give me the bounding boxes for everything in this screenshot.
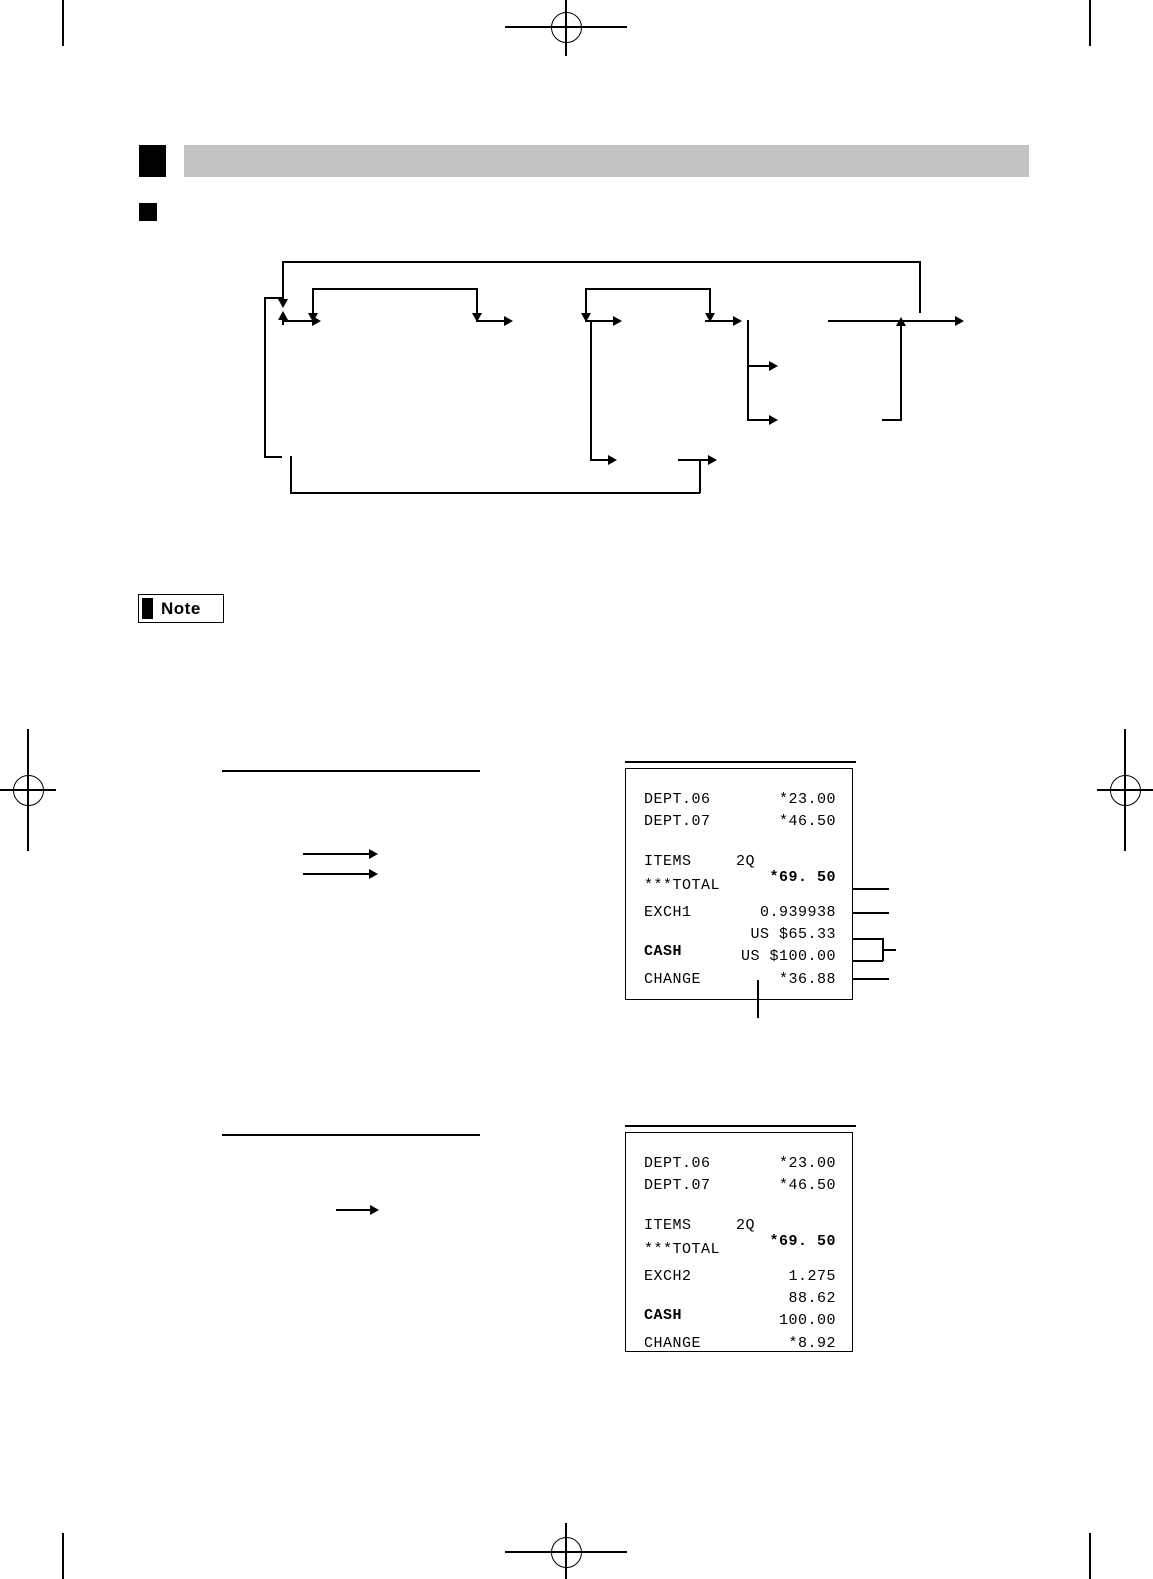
flow-line-main-row-2: [476, 320, 504, 322]
example-1-key-arrow-line-2: [303, 873, 369, 875]
receipt-1-line-7-value: *36.88: [778, 971, 836, 988]
flow-line-lower-left-vertical: [590, 320, 592, 460]
flow-arrow-main-1: [312, 316, 321, 326]
receipt-1-line-4-value: 0.939938: [759, 904, 836, 921]
flow-line-main-row-1: [282, 320, 312, 322]
receipt-2-line-2-label: ITEMS: [644, 1217, 692, 1234]
operation-flow-diagram: [250, 255, 990, 510]
registration-mark-left-circle: [13, 775, 44, 806]
flow-arrow-branch-mid: [769, 361, 778, 371]
receipt-1-callout-amount-top: [853, 938, 883, 940]
receipt-1-line-3-label: ***TOTAL: [644, 877, 721, 894]
receipt-1-callout-amount-stem: [882, 949, 896, 951]
crop-mark-bottom-right-vertical: [1089, 1533, 1091, 1579]
flow-line-return-bottom-right-riser: [699, 459, 701, 493]
flow-line-return-bottom: [290, 492, 700, 494]
receipt-2-line-0-value: *23.00: [778, 1155, 836, 1172]
crop-mark-top-left-vertical: [62, 0, 64, 46]
flow-arrow-main-5: [955, 316, 964, 326]
example-2-left-rule: [222, 1134, 480, 1136]
receipt-1-line-2-label: ITEMS: [644, 853, 692, 870]
receipt-1-line-1-label: DEPT.07: [644, 813, 711, 830]
flow-line-loop2-top: [585, 288, 710, 290]
receipt-2-line-0-label: DEPT.06: [644, 1155, 711, 1172]
receipt-2-line-6-value: 100.00: [778, 1312, 836, 1329]
flow-line-right-branch-bottom: [882, 419, 902, 421]
receipt-2-line-4-value: 1.275: [788, 1268, 836, 1285]
section-header-band: [184, 145, 1029, 177]
flow-line-loop1-top: [312, 288, 477, 290]
flow-line-branch-stack-vertical: [747, 320, 749, 420]
receipt-1-callout-amount-bottom: [853, 960, 883, 962]
example-1-key-arrow-line-1: [303, 853, 369, 855]
flow-arrow-top-bus-down: [278, 299, 288, 308]
currency-exchange-receipt-example-2: [625, 1132, 853, 1352]
registration-mark-top-circle: [551, 12, 582, 43]
flow-line-branch-stack-mid: [747, 365, 769, 367]
flow-line-left-spine-cap-bottom: [264, 456, 282, 458]
flow-line-main-row-5: [905, 320, 955, 322]
receipt-2-line-3-label: ***TOTAL: [644, 1241, 721, 1258]
receipt-2-line-2-value: 2Q: [736, 1217, 756, 1234]
receipt-2-line-6-label: CASH: [644, 1307, 683, 1324]
example-1-key-arrow-2: [369, 869, 378, 879]
receipt-2-line-7-value: *8.92: [788, 1335, 836, 1352]
subsection-bullet-icon: [139, 203, 157, 221]
note-badge-bar-icon: [142, 598, 153, 619]
note-badge-label: Note: [161, 599, 201, 618]
receipt-1-line-4-label: EXCH1: [644, 904, 692, 921]
receipt-1-line-5-value: US $65.33: [750, 926, 836, 943]
chapter-tab-marker: [139, 145, 166, 177]
receipt-1-line-7-label: CHANGE: [644, 971, 702, 988]
flow-arrow-right-branch-up: [896, 317, 906, 326]
flow-arrow-main-2: [504, 316, 513, 326]
flow-line-top-bus: [282, 261, 920, 263]
receipt-1-line-0-label: DEPT.06: [644, 791, 711, 808]
receipt-1-callout-change: [853, 978, 889, 980]
flow-line-left-spine: [264, 297, 266, 457]
receipt-2-line-3-value: *69. 50: [769, 1233, 836, 1250]
flow-arrow-lower-1: [608, 455, 617, 465]
registration-mark-bottom-circle: [551, 1537, 582, 1568]
flow-arrow-entry-up: [278, 311, 288, 320]
example-1-left-rule: [222, 770, 480, 772]
receipt-1-callout-exch: [853, 912, 889, 914]
receipt-2-line-1-label: DEPT.07: [644, 1177, 711, 1194]
flow-line-right-entry: [828, 320, 905, 322]
receipt-2-line-4-label: EXCH2: [644, 1268, 692, 1285]
flow-arrow-lower-2: [708, 455, 717, 465]
note-badge: [138, 594, 224, 623]
flow-arrow-main-3: [613, 316, 622, 326]
crop-mark-bottom-left-vertical: [62, 1533, 64, 1579]
flow-arrow-loop2-right-down: [705, 313, 715, 322]
receipt-1-callout-total: [853, 888, 889, 890]
receipt-2-line-7-label: CHANGE: [644, 1335, 702, 1352]
flow-line-return-bottom-left-riser: [290, 456, 292, 493]
receipt-1-line-6-label: CASH: [644, 943, 683, 960]
flow-line-branch-stack-bottom: [747, 419, 769, 421]
receipt-1-line-3-value: *69. 50: [769, 869, 836, 886]
receipt-1-callout-change-pointer-vertical: [757, 980, 759, 1018]
receipt-1-line-0-value: *23.00: [778, 791, 836, 808]
flow-arrow-branch-bottom: [769, 415, 778, 425]
receipt-2-top-rule: [625, 1125, 856, 1127]
crop-mark-top-right-vertical: [1089, 0, 1091, 46]
example-1-key-arrow-1: [369, 849, 378, 859]
receipt-2-line-1-value: *46.50: [778, 1177, 836, 1194]
flow-line-lower-horizontal: [590, 459, 610, 461]
currency-exchange-receipt-example-1: [625, 768, 853, 1000]
flow-line-left-spine-cap-top: [264, 297, 282, 299]
flow-line-lower-horizontal-2: [678, 459, 708, 461]
example-2-key-arrow: [370, 1205, 379, 1215]
example-2-key-arrow-line: [336, 1209, 370, 1211]
flow-line-top-bus-right-drop: [919, 261, 921, 313]
receipt-1-line-2-value: 2Q: [736, 853, 756, 870]
receipt-1-top-rule: [625, 761, 856, 763]
receipt-2-line-5-value: 88.62: [788, 1290, 836, 1307]
receipt-1-line-6-value: US $100.00: [740, 948, 836, 965]
registration-mark-right-circle: [1110, 775, 1141, 806]
flow-line-right-branch-vertical: [900, 325, 902, 420]
receipt-1-line-1-value: *46.50: [778, 813, 836, 830]
flow-arrow-main-4: [733, 316, 742, 326]
